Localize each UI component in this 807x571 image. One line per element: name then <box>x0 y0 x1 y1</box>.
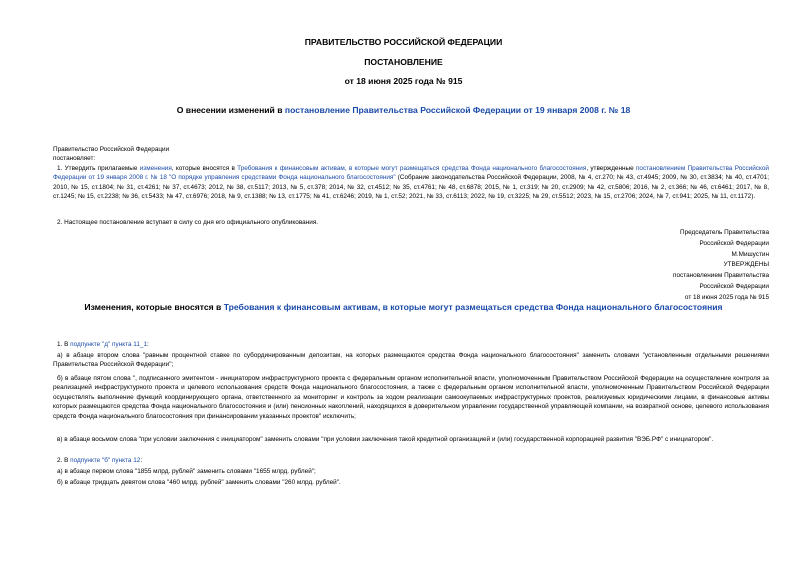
change-2-prefix: 2. В <box>57 457 71 464</box>
approval-line-1: УТВЕРЖДЕНЫ <box>723 261 769 269</box>
change-2-link[interactable]: подпункте "б" пункта 12 <box>70 457 141 464</box>
item-1-paragraph <box>53 164 769 202</box>
change-1c: в) в абзаце восьмом слова "при условии заключения с инициатором" заменить словами "при условии заключения такой кредитной организацией и (или) государственной корпорацией развития "ВЭБ.РФ" с инициатором". <box>57 436 714 443</box>
resolution-link[interactable]: постановлением Правительства Российской Федерации от 19 января 2008 г. № 18 "О порядке управления средствами Фонда национального благосостояния" <box>53 165 769 182</box>
document-title <box>0 105 807 115</box>
item-1-text-4: (Собрание законодательства Российской Федерации, 2008, № 4, ст.270; № 43, ст.4945; 2009, № 30, ст.3834; № 40, ст.4701; 2010, № 15, ст.1804; № 31, ст.4261; № 37, ст.4673; 2012, № 38, ст.5117; 2013, № 5, ст.378; 2014, № 32, ст.4512; № 35, ст.4761; № 48, ст.6878; 2015, № 1, ст.319; № 20, ст.2909; № 42, ст.5806; 2016, № 2, ст.366; № 46, ст.6461; 2017, № 8, ст.1245; № 15, ст.2238; № 36, ст.5433; № 47, ст.6976; 2018, № 9, ст.1388; № 13, ст.1775; № 41, ст.6246; 2019, № 1, ст.52; 2021, № 33, ст.6113; 2022, № 19, ст.3225; № 29, ст.5512; 2023, № 15, ст.2706; 2024, № 7, ст.941; 2025, № 11, ст.1172). <box>53 174 769 201</box>
signature-role-1: Председатель Правительства <box>680 229 769 236</box>
preamble-line2: постановляет: <box>53 155 96 162</box>
signature-block <box>673 228 769 304</box>
changes-title <box>0 302 807 312</box>
change-1-heading <box>53 340 769 349</box>
changes-link[interactable]: изменения <box>139 165 172 172</box>
changes-title-prefix: Изменения, которые вносятся в <box>84 302 224 312</box>
change-1-prefix: 1. В <box>57 341 71 348</box>
document-date-number: от 18 июня 2025 года № 915 <box>344 76 463 86</box>
change-1-link[interactable]: подпункте "д" пункта 11_1 <box>70 341 148 348</box>
requirements-link[interactable]: Требования к финансовым активам, в которые могут размещаться средства Фонда национального благосостояния <box>237 165 587 172</box>
change-2-suffix: : <box>140 457 143 464</box>
item-1-text-2: , которые вносятся в <box>171 165 238 172</box>
change-1b: б) в абзаце пятом слова ", подписанного эмитентом - инициатором инфраструктурного проекта с федеральным органом исполнительной власти, уполномоченным Правительством Российской Федерации на осуществление контроля за реализацией инфраструктурного проекта и целевого использования средств Фонда национального благосостояния, а также с федеральным органом исполнительной власти, уполномоченным Правительством Российской Федерации осуществлять выполнение функций координирующего органа, ответственного за мониторинг и контроль за ходом реализации самоокупаемых инфраструктурных проектов, реализуемых юридическими лицами, в финансовые активы которых размещаются средства Фонда национального благосостояния и (или) пенсионных накоплений, находящихся в доверительном управлении государственной управляющей компании, на возвратной основе, целевого использования средств Фонда национального благосостояния при финансировании указанных проектов" исключить; <box>53 375 769 420</box>
approval-line-4: от 18 июня 2025 года № 915 <box>684 293 769 301</box>
change-2b: б) в абзаце тридцать девятом слова "460 млрд. рублей" заменить словами "260 млрд. рублей". <box>57 479 341 486</box>
change-1-suffix: : <box>147 341 149 348</box>
change-2a: а) в абзаце первом слова "1855 млрд. рублей" заменить словами "1655 млрд. рублей"; <box>57 468 316 475</box>
document-title-prefix: О внесении изменений в <box>176 105 285 115</box>
item-1-text-3: , утвержденные <box>586 165 636 172</box>
government-heading: ПРАВИТЕЛЬСТВО РОССИЙСКОЙ ФЕДЕРАЦИИ <box>304 37 503 47</box>
approval-line-3: Российской Федерации <box>699 282 769 290</box>
item-1-text-1: 1. Утвердить прилагаемые <box>57 165 140 172</box>
document-title-link[interactable]: постановление Правительства Российской Федерации от 19 января 2008 г. № 18 <box>284 105 631 115</box>
signature-name: М.Мишустин <box>731 250 769 258</box>
approval-line-2: постановлением Правительства <box>673 272 769 280</box>
item-2-paragraph: 2. Настоящее постановление вступает в силу со дня его официального опубликования. <box>57 219 319 226</box>
change-1a: а) в абзаце втором слова "равным процентной ставке по субординированным депозитам, на которых размещаются средства Фонда национального благосостояния" заменить словами "установленным отдельными решениями Правительства Российской Федерации"; <box>53 352 769 369</box>
changes-title-link[interactable]: Требования к финансовым активам, в которые могут размещаться средства Фонда национального благосостояния <box>223 302 723 312</box>
preamble-line1: Правительство Российской Федерации <box>53 146 170 153</box>
signature-role-2: Российской Федерации <box>699 239 769 247</box>
document-type-heading: ПОСТАНОВЛЕНИЕ <box>364 57 443 67</box>
change-2-heading <box>53 456 769 465</box>
